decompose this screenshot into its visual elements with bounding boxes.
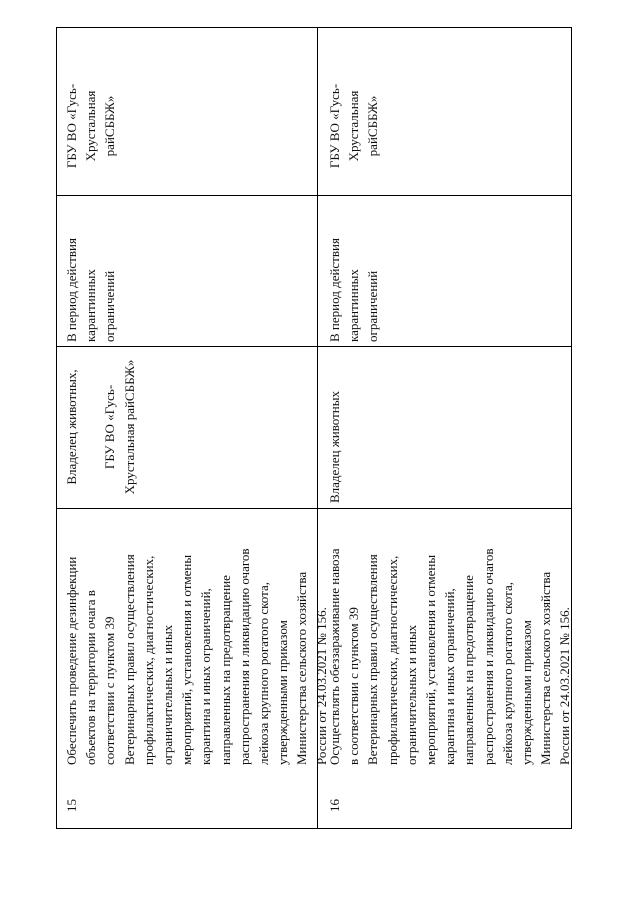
row-16-number	[325, 799, 344, 812]
row-15-control: ГБУ ВО «Гусь- Хрустальная райСББЖ»	[64, 83, 118, 169]
row-15-measure: Обеспечить проведение дезинфекции объектов на территории очага в соответствии с пунктом 39 Ветеринарных правил осуществления профилактических, диагностических, ограничительных и иных мероприятий, установления и отмены карантина и иных ограничений, направленных на предотвращение распространения и ликвидацию очагов лейкоза крупного рогатого скота, утвержденными приказом Министерства сельского хозяйства России от 24.03.2021 № 156.	[64, 548, 329, 765]
row-16-control: ГБУ ВО «Гусь- Хрустальная райСББЖ»	[327, 83, 381, 169]
column-divider	[56, 195, 572, 196]
row-15-executor: Владелец животных, ГБУ ВО «Гусь- Хрустальная райСББЖ»	[64, 359, 137, 495]
row-15-term: В период действия карантинных ограничений	[64, 238, 118, 342]
column-divider	[56, 508, 572, 509]
row-16-term: В период действия карантинных ограничений	[327, 238, 381, 342]
row-number: 16	[327, 799, 342, 812]
row-number: 15	[64, 799, 79, 812]
column-divider	[56, 346, 572, 347]
row-15-number	[62, 799, 81, 812]
row-16-measure: Осуществлять обеззараживание навоза в соответствии с пунктом 39 Ветеринарных правил осуществления профилактических, диагностических, ограничительных и иных мероприятий, установления и отмены карантина и иных ограничений, направленных на предотвращение распространения и ликвидацию очагов лейкоза крупного рогатого скота, утвержденными приказом Министерства сельского хозяйства России от 24.03.2021 № 156.	[327, 548, 573, 765]
row-16-executor: Владелец животных	[327, 391, 342, 503]
